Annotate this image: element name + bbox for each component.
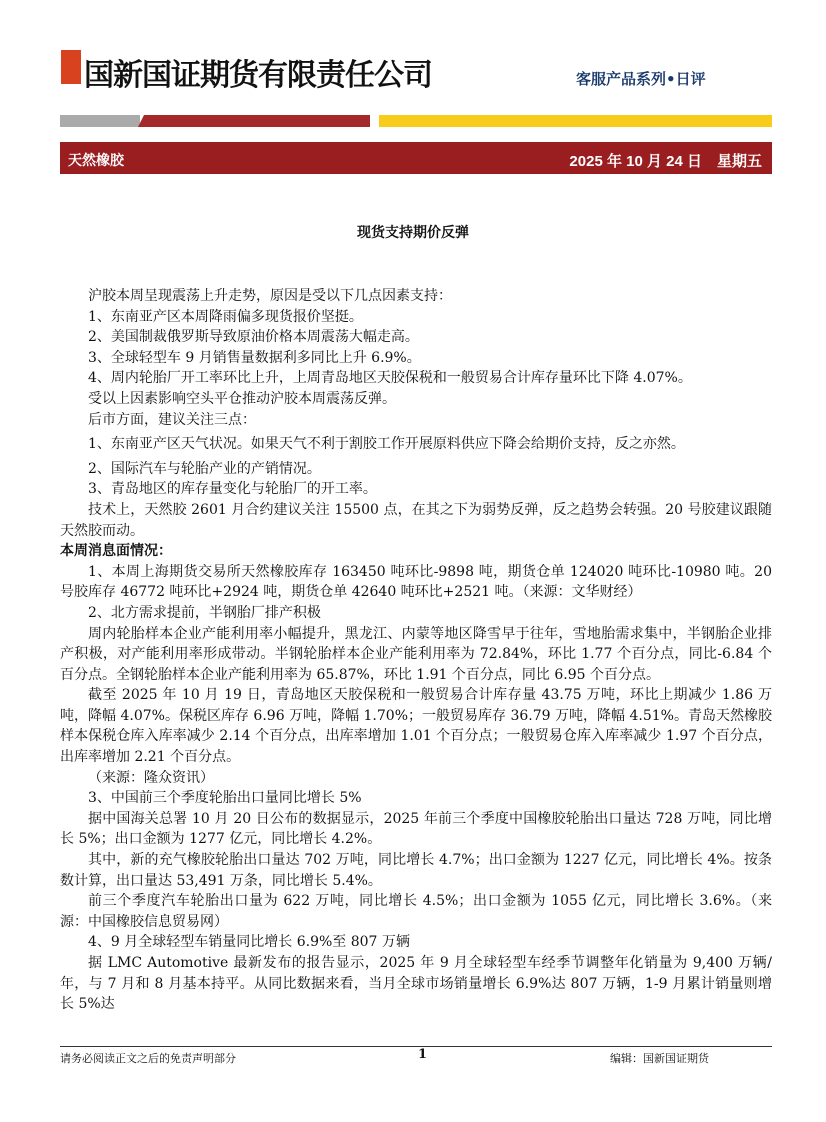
report-title: 现货支持期价反弹 bbox=[357, 225, 469, 241]
footer-editor: 编辑：国新国证期货 bbox=[610, 1052, 709, 1065]
category-band bbox=[60, 142, 772, 174]
paragraph: 前三个季度汽车轮胎出口量为 622 万吨，同比增长 4.5%；出口金额为 1055 亿元，同比增长 3.6%。（来源：中国橡胶信息贸易网） bbox=[60, 893, 772, 930]
paragraph: 沪胶本周呈现震荡上升走势，原因是受以下几点因素支持： bbox=[88, 288, 452, 304]
paragraph: 1、东南亚产区本周降雨偏多现货报价坚挺。 bbox=[88, 308, 363, 325]
paragraph: 1、东南亚产区天气状况。如果天气不利于割胶工作开展原料供应下降会给期价支持，反之亦然。 bbox=[88, 436, 685, 453]
paragraph: 据中国海关总署 10 月 20 日公布的数据显示，2025 年前三个季度中国橡胶轮胎出口量达 728 万吨，同比增长 5%；出口金额为 1277 亿元，同比增长 4.2%。 bbox=[60, 810, 772, 848]
category-label: 天然橡胶 bbox=[68, 153, 124, 169]
paragraph: （来源：隆众资讯） bbox=[88, 769, 214, 786]
footer-disclaimer: 请务必阅读正文之后的免责声明部分 bbox=[60, 1052, 236, 1065]
page-number: 1 bbox=[418, 1047, 428, 1062]
paragraph: 受以上因素影响空头平仓推动沪胶本周震荡反弹。 bbox=[88, 390, 396, 407]
company-name: 国新国证期货有限责任公司 bbox=[84, 58, 432, 93]
report-body bbox=[60, 286, 772, 1015]
paragraph: 技术上，天然胶 2601 月合约建议关注 15500 点，在其之下为弱势反弹，反之趋势会转强。20 号胶建议跟随天然胶而动。 bbox=[60, 501, 772, 539]
report-series: 客服产品系列•日评 bbox=[576, 70, 706, 88]
paragraph: 后市方面，建议关注三点： bbox=[88, 411, 256, 428]
paragraph: 2、美国制裁俄罗斯导致原油价格本周震荡大幅走高。 bbox=[88, 329, 419, 346]
header-bar-yellow bbox=[379, 115, 772, 127]
paragraph: 据 LMC Automotive 最新发布的报告显示，2025 年 9 月全球轻型车经季节调整年化销量为 9,400 万辆/年，与 7 月和 8 月基本持平。从同比数据来看，当月全球市场销量增长 6.9%达 807 万辆，1-9 月累计销量则增长 5%达 bbox=[60, 955, 772, 1013]
paragraph: 截至 2025 年 10 月 19 日，青岛地区天胶保税和一般贸易合计库存量 43.75 万吨，环比上期减少 1.86 万吨，降幅 4.07%。保税区库存 6.96 万吨，降幅 1.70%；一般贸易库存 36.79 万吨，降幅 4.51%。青岛天然橡胶样本保税仓库入库率减少 2.14 个百分点，出库率增加 1.01 个百分点；一般贸易仓库入库率减少 1.97 个百分点，出库率增加 2.21 个百分点。 bbox=[60, 687, 772, 766]
section-heading: 本周消息面情况： bbox=[60, 543, 172, 560]
paragraph: 2、北方需求提前，半钢胎厂排产积极 bbox=[88, 604, 321, 621]
paragraph: 其中，新的充气橡胶轮胎出口量达 702 万吨，同比增长 4.7%；出口金额为 1227 亿元，同比增长 4%。按条数计算，出口量达 53,491 万条，同比增长 5.4%。 bbox=[60, 852, 772, 889]
paragraph: 1、本周上海期货交易所天然橡胶库存 163450 吨环比-9898 吨，期货仓单 124020 吨环比-10980 吨。20 号胶库存 46772 吨环比+2924 吨，期货仓单 42640 吨环比+2521 吨。（来源：文华财经） bbox=[60, 563, 772, 601]
header-bar-gray bbox=[60, 115, 140, 127]
paragraph: 4、9 月全球轻型车销量同比增长 6.9%至 807 万辆 bbox=[88, 934, 410, 951]
footer-divider bbox=[60, 1046, 772, 1047]
paragraph: 3、全球轻型车 9 月销售量数据利多同比上升 6.9%。 bbox=[88, 349, 421, 366]
paragraph: 2、国际汽车与轮胎产业的产销情况。 bbox=[88, 460, 321, 477]
paragraph: 3、中国前三个季度轮胎出口量同比增长 5% bbox=[88, 790, 362, 807]
company-logo bbox=[61, 50, 81, 84]
paragraph: 4、周内轮胎厂开工率环比上升，上周青岛地区天胶保税和一般贸易合计库存量环比下降 4.07%。 bbox=[88, 370, 692, 387]
report-date: 2025 年 10 月 24 日 星期五 bbox=[569, 153, 762, 170]
paragraph: 3、青岛地区的库存量变化与轮胎厂的开工率。 bbox=[88, 481, 377, 498]
header-bar-red bbox=[138, 115, 370, 127]
paragraph: 周内轮胎样本企业产能利用率小幅提升，黑龙江、内蒙等地区降雪早于往年，雪地胎需求集中，半钢胎企业排产积极，对产能利用率形成带动。半钢轮胎样本企业产能利用率为 72.84%，环比 1.77 个百分点，同比-6.84 个百分点。全钢轮胎样本企业产能利用率为 65.87%，环比 1.91 个百分点，同比 6.95 个百分点。 bbox=[60, 625, 772, 683]
